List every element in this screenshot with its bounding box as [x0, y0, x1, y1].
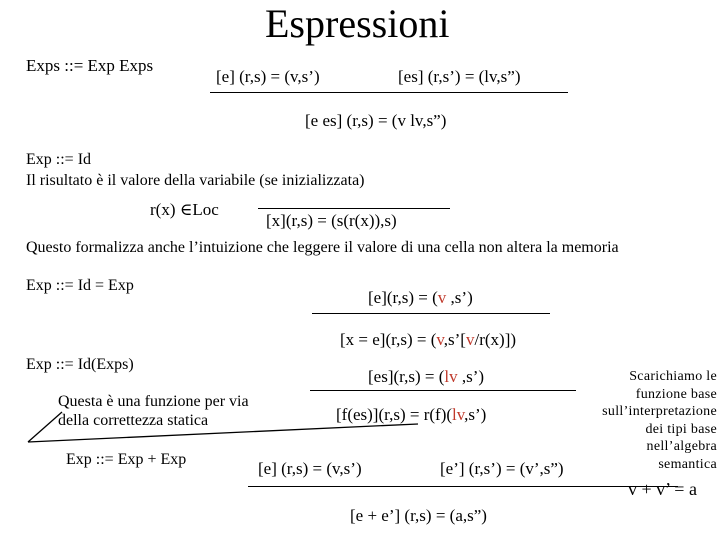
id-production: Exp ::= Id	[26, 151, 92, 168]
side-note-line: sull’interpretazione	[602, 404, 717, 419]
side-note-formula: v + v’ = a	[628, 479, 697, 499]
exps-production: Exps ::= Exp Exps	[26, 56, 154, 75]
plus-premise-right: [e’] (r,s’) = (v’,s”)	[440, 459, 564, 478]
assign-production: Exp ::= Id = Exp	[26, 277, 134, 294]
plus-conclusion: [e + e’] (r,s) = (a,s”)	[350, 506, 487, 525]
side-note-line: semantica	[658, 456, 717, 472]
side-note-line: nell’algebra	[646, 439, 717, 454]
note-arrow-line	[28, 424, 418, 442]
call-production: Exp ::= Id(Exps)	[26, 356, 134, 373]
exps-premise-right: [es] (r,s’) = (lv,s”)	[398, 67, 521, 86]
id-explanation: Il risultato è il valore della variabile (se inizializzata)	[26, 172, 365, 189]
side-note-line: Scarichiamo le	[629, 369, 717, 384]
exps-premise-left: [e] (r,s) = (v,s’)	[216, 67, 320, 86]
side-note-line: dei tipi base	[645, 421, 717, 437]
plus-premise-left: [e] (r,s) = (v,s’)	[258, 459, 362, 478]
id-side-condition: r(x) ∈Loc	[150, 200, 219, 219]
plus-inference-line	[248, 486, 678, 487]
assign-premise: [e](r,s) = (v ,s’)	[368, 288, 473, 307]
exps-conclusion: [e es] (r,s) = (v lv,s”)	[305, 111, 447, 130]
side-note	[602, 368, 717, 473]
id-note: Questo formalizza anche l’intuizione che leggere il valore di una cella non altera la memoria	[26, 239, 619, 256]
note-arrow-link	[28, 412, 62, 442]
static-correctness-note: Questa è una funzione per via della correttezza statica	[58, 393, 249, 430]
call-premise: [es](r,s) = (lv ,s’)	[368, 367, 485, 386]
plus-production: Exp ::= Exp + Exp	[66, 451, 187, 468]
call-conclusion: [f(es)](r,s) = r(f)(lv,s’)	[336, 405, 487, 424]
side-note-line: funzione base	[635, 386, 717, 402]
page-title: Espressioni	[265, 1, 450, 46]
assign-conclusion: [x = e](r,s) = (v,s’[v/r(x)])	[340, 330, 517, 349]
id-conclusion: [x](r,s) = (s(r(x)),s)	[266, 211, 397, 230]
